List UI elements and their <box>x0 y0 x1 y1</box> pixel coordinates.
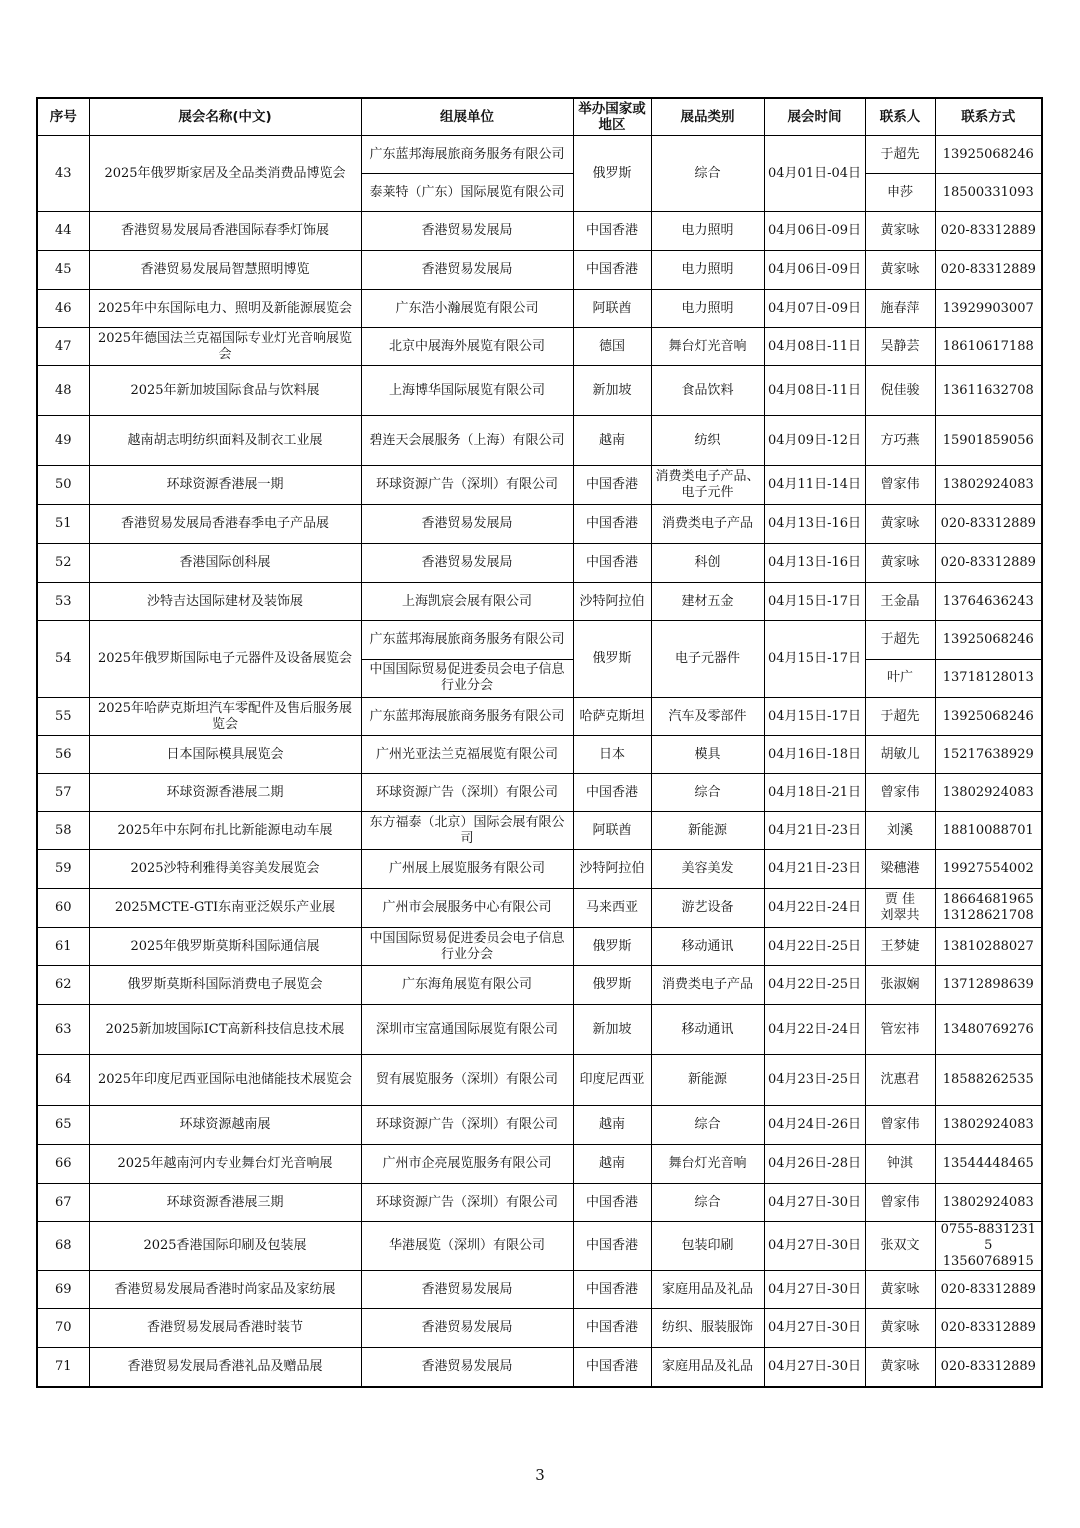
table-row <box>37 251 1042 290</box>
exhibition-time: 04月21日-23日 <box>764 812 865 850</box>
contact-phone: 18610617188 <box>935 328 1042 366</box>
contact-person: 张双文 <box>865 1222 935 1271</box>
row-number: 70 <box>37 1309 89 1348</box>
table-row <box>37 212 1042 251</box>
category: 家庭用品及礼品 <box>651 1271 764 1309</box>
row-number: 62 <box>37 966 89 1005</box>
organizer: 广东蓝邦海展旅商务服务有限公司 <box>361 136 573 174</box>
organizer: 贸有展览服务（深圳）有限公司 <box>361 1055 573 1106</box>
country: 新加坡 <box>573 366 651 416</box>
row-number: 47 <box>37 328 89 366</box>
category: 电力照明 <box>651 290 764 328</box>
exhibition-name: 香港贸易发展局香港春季电子产品展 <box>89 505 361 544</box>
row-number: 46 <box>37 290 89 328</box>
category: 汽车及零部件 <box>651 698 764 736</box>
table-row <box>37 544 1042 583</box>
exhibition-time: 04月16日-18日 <box>764 736 865 774</box>
contact-phone: 15901859056 <box>935 416 1042 466</box>
contact-phone: 18500331093 <box>935 174 1042 212</box>
table-row <box>37 1222 1042 1271</box>
exhibition-time: 04月27日-30日 <box>764 1271 865 1309</box>
contact-person: 施春萍 <box>865 290 935 328</box>
contact-phone: 13925068246 <box>935 136 1042 174</box>
country: 中国香港 <box>573 505 651 544</box>
contact-person: 黄家咏 <box>865 251 935 290</box>
header-row <box>37 98 1042 136</box>
table-row <box>37 1348 1042 1387</box>
table-row <box>37 698 1042 736</box>
row-number: 43 <box>37 136 89 212</box>
page-number: 3 <box>535 1466 545 1484</box>
header-time: 展会时间 <box>764 98 865 136</box>
contact-person: 刘溪 <box>865 812 935 850</box>
exhibition-name: 2025新加坡国际ICT高新科技信息技术展 <box>89 1005 361 1055</box>
row-number: 63 <box>37 1005 89 1055</box>
contact-phone: 13925068246 <box>935 698 1042 736</box>
country: 中国香港 <box>573 544 651 583</box>
row-number: 48 <box>37 366 89 416</box>
contact-person: 王梦婕 <box>865 928 935 966</box>
contact-person: 曾家伟 <box>865 774 935 812</box>
exhibition-time: 04月08日-11日 <box>764 366 865 416</box>
row-number: 67 <box>37 1184 89 1222</box>
organizer: 香港贸易发展局 <box>361 505 573 544</box>
exhibition-time: 04月06日-09日 <box>764 212 865 251</box>
exhibition-name: 环球资源香港展三期 <box>89 1184 361 1222</box>
country: 俄罗斯 <box>573 136 651 212</box>
contact-phone: 13802924083 <box>935 1106 1042 1145</box>
category: 游艺设备 <box>651 889 764 928</box>
organizer: 环球资源广告（深圳）有限公司 <box>361 466 573 505</box>
contact-person: 申莎 <box>865 174 935 212</box>
organizer: 深圳市宝富通国际展览有限公司 <box>361 1005 573 1055</box>
organizer: 香港贸易发展局 <box>361 1348 573 1387</box>
exhibition-name: 2025年俄罗斯家居及全品类消费品博览会 <box>89 136 361 212</box>
country: 新加坡 <box>573 1005 651 1055</box>
contact-person: 倪佳骏 <box>865 366 935 416</box>
category: 纺织 <box>651 416 764 466</box>
table-row <box>37 812 1042 850</box>
contact-person: 胡敏儿 <box>865 736 935 774</box>
exhibition-name: 2025年新加坡国际食品与饮料展 <box>89 366 361 416</box>
category: 建材五金 <box>651 583 764 621</box>
category: 移动通讯 <box>651 1005 764 1055</box>
organizer: 泰莱特（广东）国际展览有限公司 <box>361 174 573 212</box>
organizer: 香港贸易发展局 <box>361 212 573 251</box>
contact-phone: 13929903007 <box>935 290 1042 328</box>
exhibition-name: 环球资源香港展一期 <box>89 466 361 505</box>
country: 中国香港 <box>573 251 651 290</box>
contact-person: 黄家咏 <box>865 1309 935 1348</box>
country: 沙特阿拉伯 <box>573 850 651 889</box>
table-row <box>37 621 1042 660</box>
exhibition-time: 04月11日-14日 <box>764 466 865 505</box>
exhibition-time: 04月22日-25日 <box>764 966 865 1005</box>
country: 越南 <box>573 1106 651 1145</box>
category: 综合 <box>651 1106 764 1145</box>
exhibition-name: 2025年印度尼西亚国际电池储能技术展览会 <box>89 1055 361 1106</box>
contact-phone: 13480769276 <box>935 1005 1042 1055</box>
organizer: 上海凯宸会展有限公司 <box>361 583 573 621</box>
organizer: 广州光亚法兰克福展览有限公司 <box>361 736 573 774</box>
organizer: 中国国际贸易促进委员会电子信息行业分会 <box>361 928 573 966</box>
contact-person: 曾家伟 <box>865 466 935 505</box>
row-number: 58 <box>37 812 89 850</box>
contact-phone: 18664681965 13128621708 <box>935 889 1042 928</box>
table-row <box>37 1005 1042 1055</box>
row-number: 54 <box>37 621 89 698</box>
exhibition-time: 04月13日-16日 <box>764 505 865 544</box>
exhibition-name: 2025年俄罗斯国际电子元器件及设备展览会 <box>89 621 361 698</box>
row-number: 51 <box>37 505 89 544</box>
organizer: 环球资源广告（深圳）有限公司 <box>361 774 573 812</box>
country: 日本 <box>573 736 651 774</box>
organizer: 环球资源广告（深圳）有限公司 <box>361 1184 573 1222</box>
table-row <box>37 583 1042 621</box>
contact-person: 黄家咏 <box>865 1271 935 1309</box>
organizer: 广东蓝邦海展旅商务服务有限公司 <box>361 698 573 736</box>
row-number: 65 <box>37 1106 89 1145</box>
organizer: 碧连天会展服务（上海）有限公司 <box>361 416 573 466</box>
country: 越南 <box>573 416 651 466</box>
exhibition-name: 2025年哈萨克斯坦汽车零配件及售后服务展览会 <box>89 698 361 736</box>
organizer: 香港贸易发展局 <box>361 251 573 290</box>
category: 食品饮料 <box>651 366 764 416</box>
exhibition-time: 04月15日-17日 <box>764 583 865 621</box>
contact-phone: 18810088701 <box>935 812 1042 850</box>
exhibition-time: 04月18日-21日 <box>764 774 865 812</box>
header-organizer: 组展单位 <box>361 98 573 136</box>
exhibition-name: 2025香港国际印刷及包装展 <box>89 1222 361 1271</box>
row-number: 56 <box>37 736 89 774</box>
contact-phone: 020-83312889 <box>935 1309 1042 1348</box>
table-row <box>37 928 1042 966</box>
category: 舞台灯光音响 <box>651 328 764 366</box>
header-phone: 联系方式 <box>935 98 1042 136</box>
contact-phone: 13810288027 <box>935 928 1042 966</box>
country: 中国香港 <box>573 1348 651 1387</box>
table-row <box>37 1055 1042 1106</box>
exhibition-name: 2025沙特利雅得美容美发展览会 <box>89 850 361 889</box>
exhibition-name: 沙特吉达国际建材及装饰展 <box>89 583 361 621</box>
category: 电力照明 <box>651 251 764 290</box>
country: 俄罗斯 <box>573 621 651 698</box>
category: 电力照明 <box>651 212 764 251</box>
row-number: 66 <box>37 1145 89 1184</box>
table-row <box>37 889 1042 928</box>
category: 移动通讯 <box>651 928 764 966</box>
organizer: 中国国际贸易促进委员会电子信息行业分会 <box>361 659 573 698</box>
table-row <box>37 966 1042 1005</box>
organizer: 香港贸易发展局 <box>361 1309 573 1348</box>
organizer: 华港展览（深圳）有限公司 <box>361 1222 573 1271</box>
row-number: 69 <box>37 1271 89 1309</box>
contact-person: 叶广 <box>865 659 935 698</box>
table-body <box>37 136 1042 1387</box>
contact-phone: 13611632708 <box>935 366 1042 416</box>
contact-person: 梁穗港 <box>865 850 935 889</box>
category: 消费类电子产品 <box>651 966 764 1005</box>
country: 中国香港 <box>573 1309 651 1348</box>
row-number: 59 <box>37 850 89 889</box>
exhibition-time: 04月22日-25日 <box>764 928 865 966</box>
contact-phone: 13544448465 <box>935 1145 1042 1184</box>
exhibition-time: 04月27日-30日 <box>764 1309 865 1348</box>
category: 综合 <box>651 136 764 212</box>
category: 综合 <box>651 1184 764 1222</box>
contact-phone: 13712898639 <box>935 966 1042 1005</box>
exhibition-name: 环球资源香港展二期 <box>89 774 361 812</box>
country: 德国 <box>573 328 651 366</box>
table-row <box>37 466 1042 505</box>
exhibition-name: 2025年越南河内专业舞台灯光音响展 <box>89 1145 361 1184</box>
contact-phone: 020-83312889 <box>935 1348 1042 1387</box>
country: 俄罗斯 <box>573 928 651 966</box>
row-number: 61 <box>37 928 89 966</box>
exhibition-table <box>36 97 1043 1388</box>
contact-person: 吴静芸 <box>865 328 935 366</box>
exhibition-name: 俄罗斯莫斯科国际消费电子展览会 <box>89 966 361 1005</box>
contact-person: 张淑娴 <box>865 966 935 1005</box>
exhibition-time: 04月08日-11日 <box>764 328 865 366</box>
organizer: 广州市企亮展览服务有限公司 <box>361 1145 573 1184</box>
contact-phone: 19927554002 <box>935 850 1042 889</box>
row-number: 60 <box>37 889 89 928</box>
category: 消费类电子产品、电子元件 <box>651 466 764 505</box>
exhibition-name: 香港贸易发展局香港时装节 <box>89 1309 361 1348</box>
exhibition-name: 2025年中东国际电力、照明及新能源展览会 <box>89 290 361 328</box>
exhibition-name: 香港国际创科展 <box>89 544 361 583</box>
organizer: 广东海角展览有限公司 <box>361 966 573 1005</box>
category: 新能源 <box>651 1055 764 1106</box>
contact-phone: 13718128013 <box>935 659 1042 698</box>
row-number: 57 <box>37 774 89 812</box>
contact-person: 曾家伟 <box>865 1106 935 1145</box>
category: 舞台灯光音响 <box>651 1145 764 1184</box>
row-number: 52 <box>37 544 89 583</box>
contact-phone: 13764636243 <box>935 583 1042 621</box>
exhibition-time: 04月26日-28日 <box>764 1145 865 1184</box>
table-row <box>37 1106 1042 1145</box>
category: 家庭用品及礼品 <box>651 1348 764 1387</box>
table-row <box>37 1145 1042 1184</box>
organizer: 广州市会展服务中心有限公司 <box>361 889 573 928</box>
country: 中国香港 <box>573 774 651 812</box>
contact-phone: 020-83312889 <box>935 544 1042 583</box>
contact-person: 黄家咏 <box>865 1348 935 1387</box>
exhibition-time: 04月13日-16日 <box>764 544 865 583</box>
contact-person: 管宏祎 <box>865 1005 935 1055</box>
exhibition-name: 2025MCTE-GTI东南亚泛娱乐产业展 <box>89 889 361 928</box>
organizer: 香港贸易发展局 <box>361 544 573 583</box>
category: 消费类电子产品 <box>651 505 764 544</box>
contact-person: 方巧燕 <box>865 416 935 466</box>
table-row <box>37 1271 1042 1309</box>
exhibition-time: 04月22日-24日 <box>764 889 865 928</box>
row-number: 68 <box>37 1222 89 1271</box>
exhibition-time: 04月27日-30日 <box>764 1348 865 1387</box>
exhibition-name: 香港贸易发展局香港国际春季灯饰展 <box>89 212 361 251</box>
exhibition-time: 04月15日-17日 <box>764 621 865 698</box>
exhibition-time: 04月21日-23日 <box>764 850 865 889</box>
row-number: 50 <box>37 466 89 505</box>
exhibition-name: 香港贸易发展局香港礼品及赠品展 <box>89 1348 361 1387</box>
country: 马来西亚 <box>573 889 651 928</box>
category: 纺织、服装服饰 <box>651 1309 764 1348</box>
category: 新能源 <box>651 812 764 850</box>
organizer: 广州展上展览服务有限公司 <box>361 850 573 889</box>
exhibition-name: 2025年中东阿布扎比新能源电动车展 <box>89 812 361 850</box>
contact-person: 王金晶 <box>865 583 935 621</box>
category: 包装印刷 <box>651 1222 764 1271</box>
category: 美容美发 <box>651 850 764 889</box>
contact-phone: 020-83312889 <box>935 505 1042 544</box>
header-contact: 联系人 <box>865 98 935 136</box>
country: 阿联酋 <box>573 812 651 850</box>
header-name: 展会名称(中文) <box>89 98 361 136</box>
country: 阿联酋 <box>573 290 651 328</box>
row-number: 55 <box>37 698 89 736</box>
table-row <box>37 290 1042 328</box>
organizer: 环球资源广告（深圳）有限公司 <box>361 1106 573 1145</box>
table-row <box>37 850 1042 889</box>
organizer: 广东浩小瀚展览有限公司 <box>361 290 573 328</box>
contact-person: 沈惠君 <box>865 1055 935 1106</box>
table-row <box>37 736 1042 774</box>
contact-person: 于超先 <box>865 136 935 174</box>
exhibition-time: 04月15日-17日 <box>764 698 865 736</box>
table-row <box>37 1309 1042 1348</box>
table-row <box>37 505 1042 544</box>
country: 哈萨克斯坦 <box>573 698 651 736</box>
category: 科创 <box>651 544 764 583</box>
organizer: 北京中展海外展览有限公司 <box>361 328 573 366</box>
row-number: 45 <box>37 251 89 290</box>
header-category: 展品类别 <box>651 98 764 136</box>
exhibition-name: 越南胡志明纺织面料及制衣工业展 <box>89 416 361 466</box>
exhibition-time: 04月07日-09日 <box>764 290 865 328</box>
exhibition-name: 香港贸易发展局香港时尚家品及家纺展 <box>89 1271 361 1309</box>
organizer: 上海博华国际展览有限公司 <box>361 366 573 416</box>
contact-phone: 18588262535 <box>935 1055 1042 1106</box>
row-number: 71 <box>37 1348 89 1387</box>
exhibition-name: 香港贸易发展局智慧照明博览 <box>89 251 361 290</box>
exhibition-time: 04月06日-09日 <box>764 251 865 290</box>
table-row <box>37 366 1042 416</box>
row-number: 64 <box>37 1055 89 1106</box>
contact-person: 黄家咏 <box>865 505 935 544</box>
table-row <box>37 416 1042 466</box>
row-number: 53 <box>37 583 89 621</box>
exhibition-time: 04月24日-26日 <box>764 1106 865 1145</box>
organizer: 广东蓝邦海展旅商务服务有限公司 <box>361 621 573 660</box>
exhibition-name: 日本国际模具展览会 <box>89 736 361 774</box>
contact-phone: 13802924083 <box>935 466 1042 505</box>
header-no: 序号 <box>37 98 89 136</box>
contact-person: 于超先 <box>865 621 935 660</box>
category: 综合 <box>651 774 764 812</box>
contact-person: 黄家咏 <box>865 212 935 251</box>
organizer: 香港贸易发展局 <box>361 1271 573 1309</box>
country: 印度尼西亚 <box>573 1055 651 1106</box>
contact-phone: 0755-88312315 13560768915 <box>935 1222 1042 1271</box>
exhibition-name: 2025年俄罗斯莫斯科国际通信展 <box>89 928 361 966</box>
contact-phone: 13925068246 <box>935 621 1042 660</box>
category: 模具 <box>651 736 764 774</box>
contact-phone: 020-83312889 <box>935 212 1042 251</box>
contact-phone: 13802924083 <box>935 1184 1042 1222</box>
contact-person: 黄家咏 <box>865 544 935 583</box>
contact-phone: 020-83312889 <box>935 1271 1042 1309</box>
table-row <box>37 1184 1042 1222</box>
contact-person: 钟淇 <box>865 1145 935 1184</box>
row-number: 49 <box>37 416 89 466</box>
category: 电子元器件 <box>651 621 764 698</box>
organizer: 东方福泰（北京）国际会展有限公司 <box>361 812 573 850</box>
country: 中国香港 <box>573 1271 651 1309</box>
table-row <box>37 774 1042 812</box>
contact-phone: 15217638929 <box>935 736 1042 774</box>
country: 中国香港 <box>573 466 651 505</box>
contact-person: 贾 佳 刘翠共 <box>865 889 935 928</box>
country: 中国香港 <box>573 1222 651 1271</box>
contact-person: 曾家伟 <box>865 1184 935 1222</box>
row-number: 44 <box>37 212 89 251</box>
country: 俄罗斯 <box>573 966 651 1005</box>
country: 沙特阿拉伯 <box>573 583 651 621</box>
exhibition-name: 2025年德国法兰克福国际专业灯光音响展览会 <box>89 328 361 366</box>
table-row <box>37 328 1042 366</box>
contact-phone: 020-83312889 <box>935 251 1042 290</box>
country: 中国香港 <box>573 212 651 251</box>
contact-phone: 13802924083 <box>935 774 1042 812</box>
exhibition-time: 04月27日-30日 <box>764 1184 865 1222</box>
exhibition-time: 04月09日-12日 <box>764 416 865 466</box>
table-row <box>37 136 1042 174</box>
exhibition-time: 04月23日-25日 <box>764 1055 865 1106</box>
exhibition-time: 04月01日-04日 <box>764 136 865 212</box>
exhibition-time: 04月22日-24日 <box>764 1005 865 1055</box>
contact-person: 于超先 <box>865 698 935 736</box>
exhibition-name: 环球资源越南展 <box>89 1106 361 1145</box>
country: 中国香港 <box>573 1184 651 1222</box>
header-country: 举办国家或地区 <box>573 98 651 136</box>
country: 越南 <box>573 1145 651 1184</box>
exhibition-time: 04月27日-30日 <box>764 1222 865 1271</box>
